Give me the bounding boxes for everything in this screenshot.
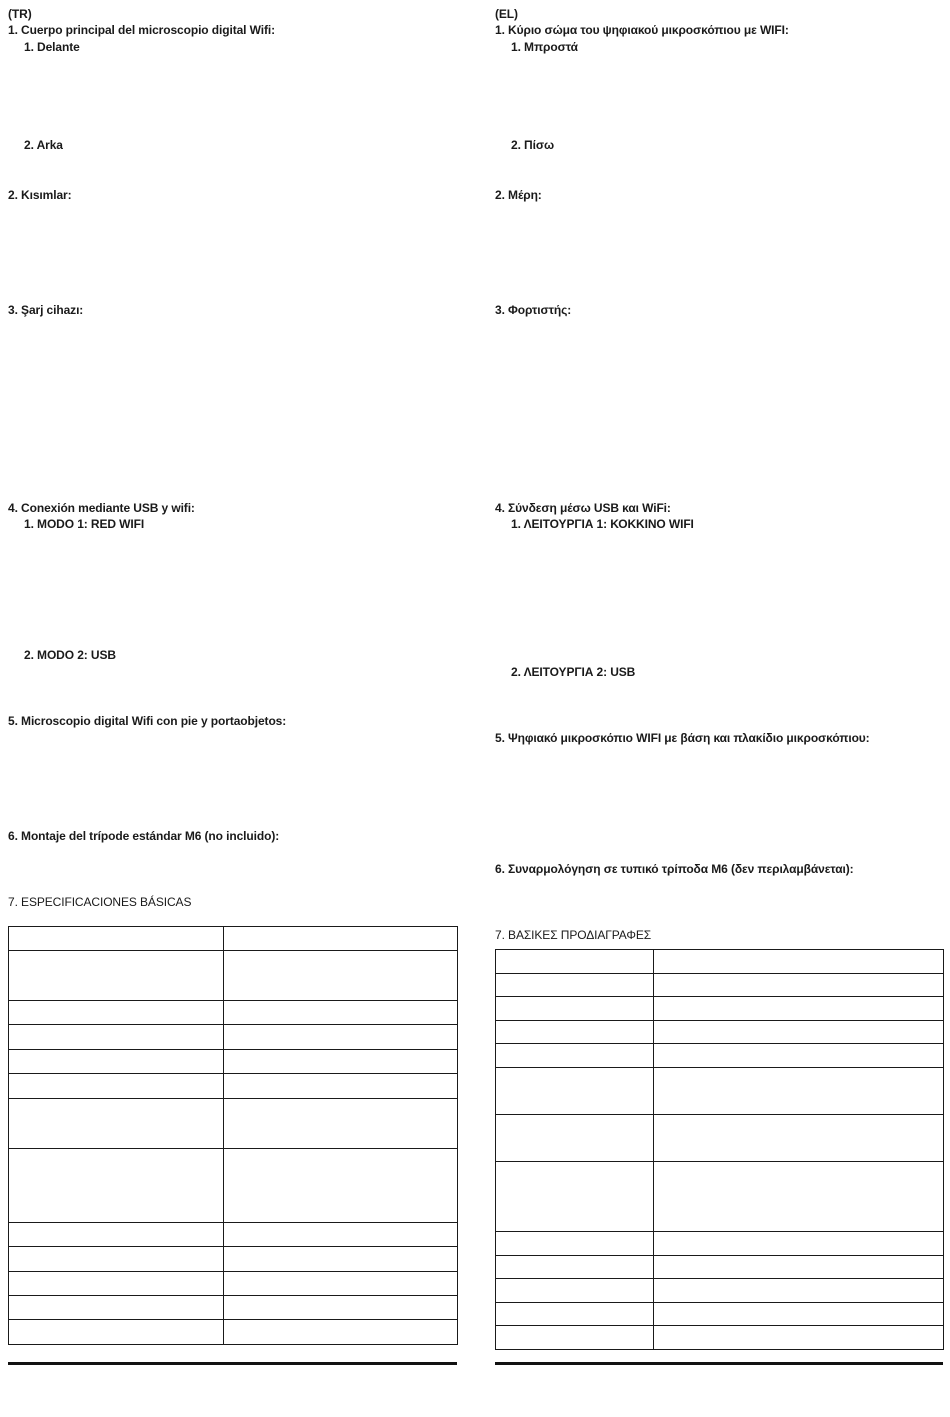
section-1-item-front: 1. Μπροστά: [511, 40, 578, 54]
table-cell: [9, 1296, 224, 1320]
section-1-title: 1. Κύριο σώμα του ψηφιακού μικροσκόπιου με WIFI:: [495, 23, 789, 37]
table-row: [496, 1021, 944, 1044]
section-5-title: 5. Microscopio digital Wifi con pie y portaobjetos:: [8, 714, 287, 728]
table-row: [9, 1074, 458, 1099]
table-row: [9, 1272, 458, 1296]
table-cell: [224, 927, 458, 951]
section-4-title: 4. Σύνδεση μέσω USB και WiFi:: [495, 501, 671, 515]
table-cell: [496, 997, 654, 1021]
table-cell: [654, 997, 944, 1021]
section-4-mode-1: 1. MODO 1: RED WIFI: [24, 517, 145, 531]
table-row: [9, 1223, 458, 1247]
table-cell: [9, 1247, 224, 1272]
section-6-title: 6. Montaje del trípode estándar M6 (no incluido):: [8, 829, 280, 843]
table-cell: [496, 1232, 654, 1256]
section-7-title: 7. ΒΑΣΙΚΕΣ ΠΡΟΔΙΑΓΡΑΦΕΣ: [495, 928, 652, 942]
section-2-title: 2. Kısımlar:: [8, 188, 72, 202]
table-cell: [654, 1303, 944, 1326]
table-cell: [224, 1099, 458, 1149]
section-1-item-back: 2. Arka: [24, 138, 63, 152]
table-row: [496, 1115, 944, 1162]
table-cell: [496, 1326, 654, 1350]
table-cell: [496, 1303, 654, 1326]
table-cell: [9, 1025, 224, 1050]
table-cell: [224, 951, 458, 1001]
table-cell: [9, 1099, 224, 1149]
table-cell: [654, 1044, 944, 1068]
section-4-title: 4. Conexión mediante USB y wifi:: [8, 501, 195, 515]
table-row: [9, 1025, 458, 1050]
table-cell: [654, 1256, 944, 1279]
table-row: [496, 1326, 944, 1350]
table-row: [9, 1296, 458, 1320]
section-4-mode-2: 2. ΛΕΙΤΟΥΡΓΙΑ 2: USB: [511, 665, 636, 679]
divider: [8, 1362, 457, 1365]
table-cell: [496, 1044, 654, 1068]
section-2-title: 2. Μέρη:: [495, 188, 542, 202]
table-cell: [224, 1025, 458, 1050]
table-cell: [496, 1021, 654, 1044]
spec-table: [495, 949, 944, 1350]
table-cell: [496, 1279, 654, 1303]
column-tr: [8, 0, 460, 1417]
table-row: [496, 997, 944, 1021]
table-row: [496, 1256, 944, 1279]
table-row: [9, 1001, 458, 1025]
section-6-title: 6. Συναρμολόγηση σε τυπικό τρίποδα M6 (δεν περιλαμβάνεται):: [495, 862, 854, 876]
table-cell: [9, 1050, 224, 1074]
table-row: [9, 1099, 458, 1149]
table-row: [9, 1247, 458, 1272]
table-cell: [224, 1272, 458, 1296]
table-cell: [654, 1162, 944, 1232]
table-cell: [496, 1068, 654, 1115]
table-row: [496, 950, 944, 974]
language-tag: (EL): [495, 7, 518, 21]
section-3-title: 3. Φορτιστής:: [495, 303, 572, 317]
section-3-title: 3. Şarj cihazı:: [8, 303, 84, 317]
table-cell: [9, 1320, 224, 1345]
section-1-item-back: 2. Πίσω: [511, 138, 554, 152]
divider: [495, 1362, 943, 1365]
section-1-title: 1. Cuerpo principal del microscopio digital Wifi:: [8, 23, 276, 37]
column-el: [495, 0, 943, 1417]
table-cell: [224, 1247, 458, 1272]
table-row: [496, 1279, 944, 1303]
table-cell: [224, 1223, 458, 1247]
table-row: [496, 1232, 944, 1256]
table-cell: [224, 1320, 458, 1345]
language-tag: (TR): [8, 7, 32, 21]
table-cell: [9, 1074, 224, 1099]
table-cell: [9, 1149, 224, 1223]
section-7-title: 7. ESPECIFICACIONES BÁSICAS: [8, 895, 192, 909]
section-4-mode-2: 2. MODO 2: USB: [24, 648, 116, 662]
table-cell: [224, 1074, 458, 1099]
table-cell: [9, 1223, 224, 1247]
table-cell: [9, 951, 224, 1001]
table-cell: [654, 1279, 944, 1303]
table-row: [496, 1068, 944, 1115]
table-cell: [224, 1149, 458, 1223]
table-row: [9, 1149, 458, 1223]
table-row: [9, 1320, 458, 1345]
section-1-item-front: 1. Delante: [24, 40, 80, 54]
table-cell: [9, 1001, 224, 1025]
section-4-mode-1: 1. ΛΕΙΤΟΥΡΓΙΑ 1: ΚΟΚΚΙΝΟ WIFI: [511, 517, 694, 531]
table-row: [9, 1050, 458, 1074]
spec-table: [8, 926, 458, 1345]
table-cell: [496, 1162, 654, 1232]
table-cell: [654, 1232, 944, 1256]
table-cell: [496, 950, 654, 974]
table-row: [496, 974, 944, 997]
table-cell: [654, 1115, 944, 1162]
table-cell: [224, 1001, 458, 1025]
table-cell: [654, 950, 944, 974]
table-row: [496, 1044, 944, 1068]
table-cell: [654, 1326, 944, 1350]
table-row: [9, 951, 458, 1001]
table-cell: [224, 1296, 458, 1320]
table-row: [496, 1303, 944, 1326]
table-row: [9, 927, 458, 951]
table-cell: [654, 1068, 944, 1115]
table-cell: [9, 1272, 224, 1296]
table-cell: [496, 1256, 654, 1279]
table-cell: [654, 974, 944, 997]
table-row: [496, 1162, 944, 1232]
table-cell: [496, 974, 654, 997]
table-cell: [224, 1050, 458, 1074]
section-5-title: 5. Ψηφιακό μικροσκόπιο WIFI με βάση και πλακίδιο μικροσκόπιου:: [495, 731, 870, 745]
table-cell: [9, 927, 224, 951]
table-cell: [654, 1021, 944, 1044]
table-cell: [496, 1115, 654, 1162]
